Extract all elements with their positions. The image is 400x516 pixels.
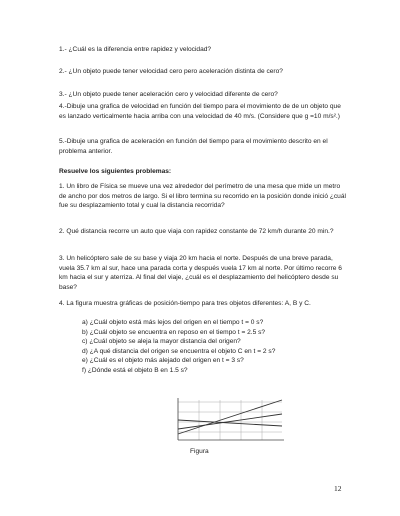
question-2: 2.- ¿Un objeto puede tener velocidad cero pero aceleración distinta de cero? <box>59 68 283 75</box>
problems-heading: Resuelve los siguientes problemas: <box>59 168 172 175</box>
question-1: 1.- ¿Cuál es la diferencia entre rapidez y velocidad? <box>59 46 212 53</box>
problem-2: 2. Qué distancia recorre un auto que viaja con rapidez constante de 72 km/h durante 20 min.? <box>59 228 334 235</box>
figure-line-b <box>178 420 282 426</box>
question-5: 5.-Dibuje una grafica de aceleración en función del tiempo para el movimiento descrito en el problema anterior. <box>59 138 328 155</box>
subquestion-b: b) ¿Cuál objeto se encuentra en reposo en el tiempo t = 2.5 s? <box>82 328 266 336</box>
subquestion-d: d) ¿A qué distancia del origen se encuentra el objeto C en t = 2 s? <box>82 347 276 355</box>
figure-line-a <box>178 400 282 434</box>
problem-3: 3. Un helicóptero sale de su base y viaja 20 km hacia el norte. Después de una breve parada, vuela 35.7 km al sur, hace una parada corta y después vuela 17 km al norte. Por último recorre 6 km hacia el sur y aterriza. Al final del viaje, ¿cuál es el desplazamiento del helicóptero desde su base? <box>59 255 342 291</box>
problem-4: 4. La figura muestra gráficas de posición-tiempo para tres objetos diferentes: A, B y C. <box>59 300 311 307</box>
subquestion-e: e) ¿Cuál es el objeto más alejado del origen en t = 3 s? <box>82 357 244 365</box>
subquestion-a: a) ¿Cuál objeto está más lejos del origen en el tiempo t = 0 s? <box>82 319 264 326</box>
subquestion-c: c) ¿Cuál objeto se aleja la mayor distancia del origen? <box>82 338 241 346</box>
question-3: 3.- ¿Un objeto puede tener aceleración cero y velocidad diferente de cero? <box>59 91 278 98</box>
figure-grid <box>178 400 282 440</box>
problem-1: 1. Un libro de Física se mueve una vez alrededor del perímetro de una mesa que mide un metro de ancho por dos metros de largo. Si el libro termina su recorrido en la posición donde inició ¿cuál fue su desplazamiento total y cual la distancia recorrida? <box>59 183 346 210</box>
figure-caption: Figura <box>190 448 209 455</box>
figure-line-c <box>178 414 282 429</box>
subquestion-list <box>82 318 275 376</box>
question-4: 4.-Dibuje una grafica de velocidad en función del tiempo para el movimiento de de un objeto que es lanzado verticalmente hacia arriba con una velocidad de 40 m/s. (Considere que g =10 m/s².) <box>59 103 341 120</box>
subquestion-f: f) ¿Dónde está el objeto B en 1.5 s? <box>82 366 188 374</box>
page-number: 12 <box>334 484 342 493</box>
position-time-figure <box>172 396 287 446</box>
